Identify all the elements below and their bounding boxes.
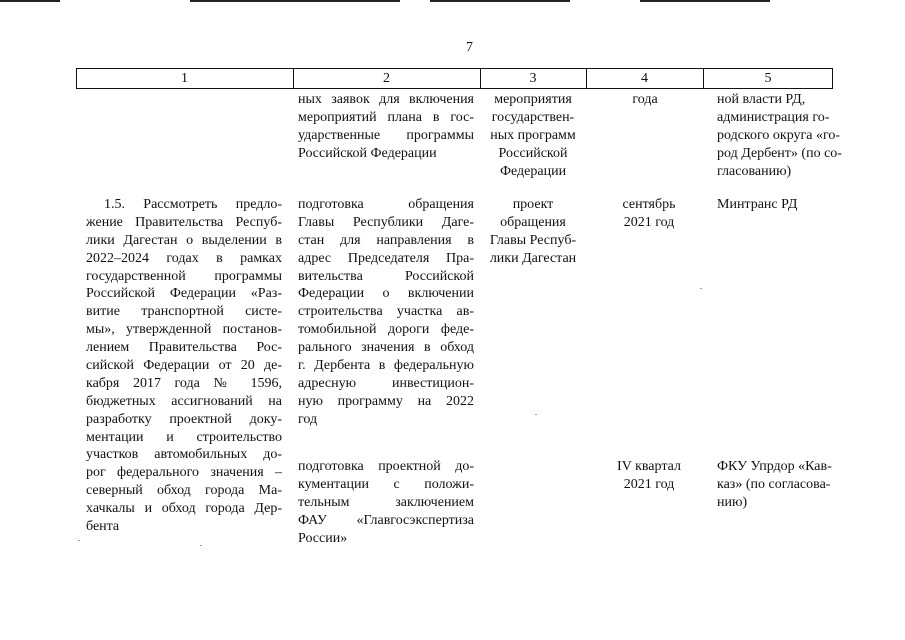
column-header-2: 2 — [383, 71, 390, 86]
item-1-5-result-a: проект обращения Главы Респуб- лики Дагестан — [489, 197, 577, 266]
scan-artifact — [190, 0, 400, 2]
scan-speck — [700, 288, 702, 289]
cont-row-col5: ной власти РД, администрация го- родского округа «го- род Дербент» (по со- гласованию) — [717, 92, 842, 179]
item-1-5-deadline-a: сентябрь 2021 год — [622, 197, 676, 230]
item-1-5-responsible-a: Минтранс РД — [717, 197, 798, 212]
item-1-5-responsible-b: ФКУ Упрдор «Кав- каз» (по согласова- нию) — [717, 459, 832, 510]
cont-row-col3: мероприятия государствен- ных программ Российской Федерации — [490, 92, 576, 179]
item-1-5-task-a: подготовка обращения Главы Республики Даге- стан для направления в адрес Председателя Пра- вительства Российской Федерации о включении строительства участка ав- томобильной дороги феде- рального значения в обход г. Дербента в федеральную адресную инвестицион- ную программу на 2022 год — [298, 197, 474, 427]
scan-artifact — [0, 0, 60, 2]
item-1-5-description: 1.5. Рассмотреть предло- жение Правительства Респуб- лики Дагестан о выделении в 2022–2024 годах в рамках государственной программы Российской Федерации «Раз- витие транспортной систе- мы», утвержденной постанов- лением Правительства Рос- сийской Федерации от 20 де- кабря 2017 года № 1596, бюджетных ассигнований на разработку проектной доку- ментации и строительство участков автомобильных до- рог федерального значения – северный обход города Ма- хачкалы и обход города Дер- бента — [86, 197, 282, 535]
column-header-1: 1 — [181, 71, 188, 86]
scan-speck — [535, 414, 537, 415]
cont-row-col2: ных заявок для включения мероприятий плана в гос- ударственные программы Российской Федерации — [298, 92, 474, 161]
scan-speck — [78, 540, 80, 541]
page-number: 7 — [466, 40, 473, 55]
scan-artifact — [640, 0, 770, 2]
item-1-5-task-b: подготовка проектной до- кументации с положи- тельным заключением ФАУ «Главгосэкспертиза России» — [298, 459, 474, 546]
cont-row-col4: года — [632, 92, 658, 107]
column-header-5: 5 — [764, 71, 772, 86]
column-header-4: 4 — [641, 71, 648, 86]
column-header-3: 3 — [529, 71, 537, 86]
scan-speck — [200, 545, 202, 546]
scan-artifact — [430, 0, 570, 2]
item-1-5-deadline-b: IV квартал 2021 год — [617, 459, 681, 492]
